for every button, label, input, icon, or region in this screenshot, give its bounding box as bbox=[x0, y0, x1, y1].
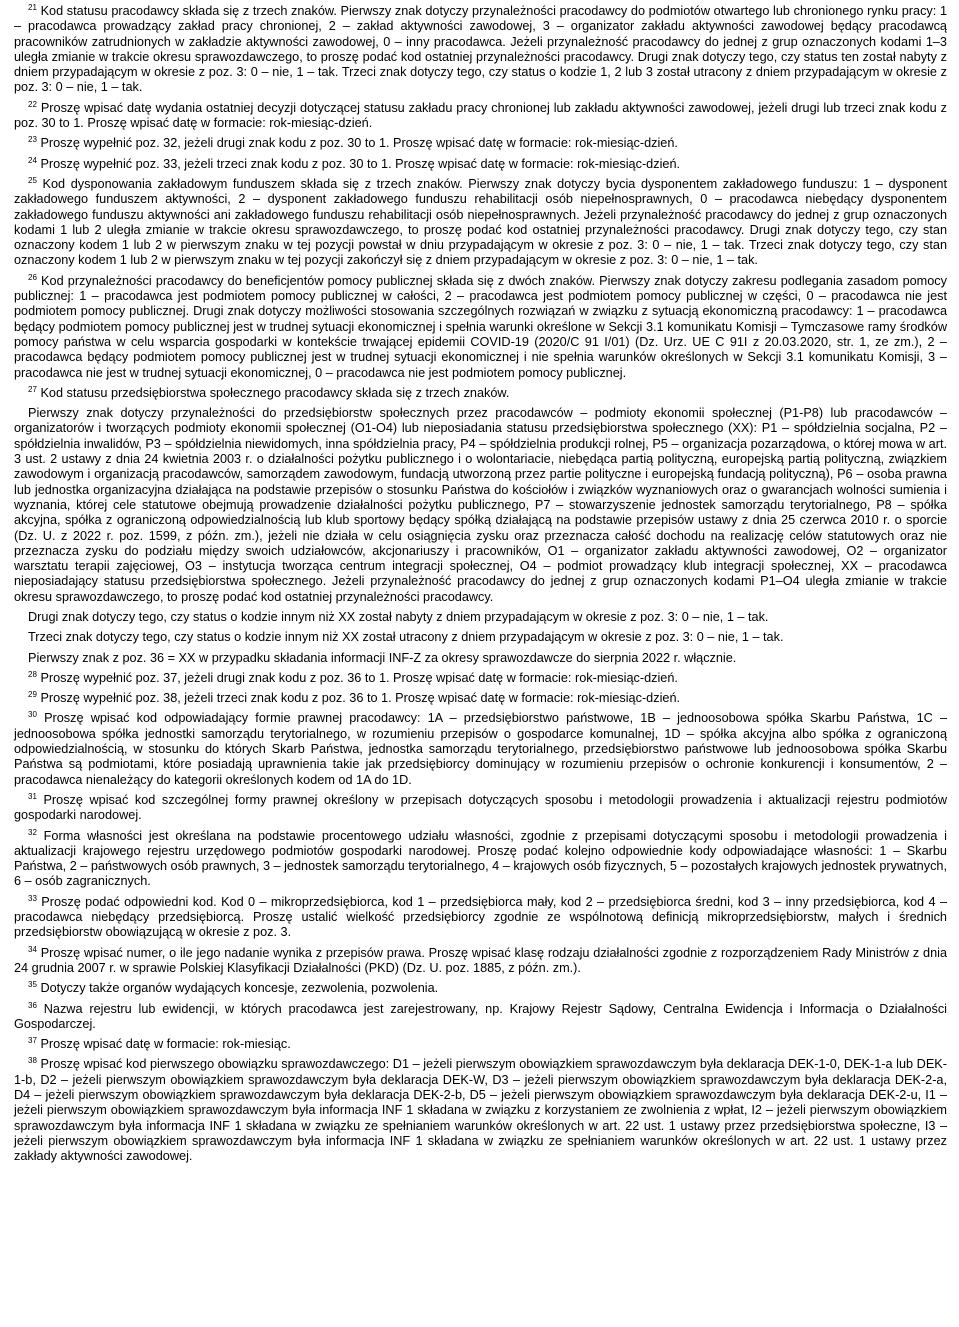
footnote-27-paragraph-first-char: Pierwszy znak dotyczy przynależności do przedsiębiorstw społecznych przez pracodawców – podmioty ekonomii społecznej (P1-P8) lub pracodawców – organizatorów i tworzących podmioty ekonomii społecznej (O1-O4) lub nieposiadania statusu przedsiębiorstwa społecznego (XX): P1 – spółdzielnia socjalna, P2 – spółdzielnia inwalidów, P3 – spółdzielnia niewidomych, inna spółdzielnia pracy, P4 – spółdzielnia produkcji rolnej, P5 – organizacja pozarządowa, o której mowa w art. 3 ust. 2 ustawy z dnia 24 kwietnia 2003 r. o działalności pożytku publicznego i o wolontariacie, niebędąca partią polityczną, europejską partią polityczną, związkiem zawodowym i organizacją pracodawców, samorządem zawodowym, fundacją utworzoną przez partie polityczne i europejską fundacją polityczną), P6 – osoba prawna lub jednostka organizacyjna działająca na podstawie przepisów o stosunku Państwa do kościołów i związków wyznaniowych oraz o gwarancjach wolności sumienia i wyznania, której cele statutowe obejmują prowadzenie działalności pożytku publicznego, P7 – stowarzyszenie jednostek samorządu terytorialnego, P8 – spółka akcyjna, spółka z ograniczoną odpowiedzialnością lub klub sportowy będący spółką działającą na podstawie przepisów ustawy z dnia 25 czerwca 2010 r. o sporcie (Dz. U. z 2022 r. poz. 1599, z późn. zm.), jeżeli nie działa w celu osiągnięcia zysku oraz przeznacza całość dochodu na realizację celów statutowych oraz nie przeznacza zysku do podziału między swoich udziałowców, akcjonariuszy i pracowników, O1 – organizator zakładu aktywności zawodowej, O2 – organizator warsztatu terapii zajęciowej, O3 – instytucja tworząca centrum integracji społecznej, O4 – podmiot prowadzący klub integracji społecznej, XX – pracodawca nieposiadający statusu przedsiębiorstwa społecznego. Jeżeli przynależność pracodawcy do jednej z grup oznaczonych kodami P1–O4 uległa zmianie w trakcie okresu sprawozdawczego, to proszę podać kod ostatniej przynależności pracodawcy. bbox=[14, 406, 947, 604]
footnote-31 bbox=[14, 793, 947, 824]
footnote-number: 29 bbox=[28, 690, 37, 700]
footnote-33 bbox=[14, 895, 947, 941]
footnotes-page bbox=[14, 4, 947, 1169]
footnote-number: 36 bbox=[28, 1000, 37, 1010]
footnote-24 bbox=[14, 157, 947, 172]
footnote-text: Proszę wypełnić poz. 32, jeżeli drugi znak kodu z poz. 30 to 1. Proszę wpisać datę w formacie: rok-miesiąc-dzień. bbox=[40, 136, 678, 151]
footnote-22 bbox=[14, 101, 947, 132]
footnote-number: 34 bbox=[28, 944, 37, 954]
footnote-number: 21 bbox=[28, 3, 37, 12]
footnote-text: Kod statusu pracodawcy składa się z trzech znaków. Pierwszy znak dotyczy przynależności pracodawcy do podmiotów otwartego lub chronionego rynku pracy: 1 – pracodawca prowadzący zakład pracy chronionej, 2 – zakład aktywności zawodowej, 3 – organizator zakładu aktywności zawodowej będący pracodawcą pracowników zatrudnionych w zakładzie aktywności zawodowej, 0 – inny pracodawca. Jeżeli przynależność pracodawcy do jednej z grup oznaczonych kodami 1–3 uległa zmianie w trakcie okresu sprawozdawczego, to proszę podać kod ostatniej przynależności pracodawcy. Drugi znak dotyczy tego, czy status ten został nabyty z dniem przypadającym w okresie z poz. 3: 0 – nie, 1 – tak. Trzeci znak dotyczy tego, czy status o kodzie 1, 2 lub 3 został utracony z dniem przypadającym w okresie z poz. 3: 0 – nie, 1 – tak. bbox=[14, 4, 947, 95]
footnote-30 bbox=[14, 711, 947, 787]
footnote-number: 22 bbox=[28, 99, 37, 109]
footnote-text: Proszę wypełnić poz. 33, jeżeli trzeci znak kodu z poz. 30 to 1. Proszę wpisać datę w formacie: rok-miesiąc-dzień. bbox=[40, 156, 681, 171]
footnote-32 bbox=[14, 829, 947, 890]
footnote-number: 38 bbox=[28, 1056, 37, 1066]
footnote-number: 27 bbox=[28, 384, 37, 394]
footnote-number: 24 bbox=[28, 155, 37, 165]
footnote-number: 31 bbox=[28, 791, 37, 801]
footnote-25 bbox=[14, 177, 947, 269]
footnote-text: Proszę wpisać numer, o ile jego nadanie wynika z przepisów prawa. Proszę wpisać klasę rodzaju działalności zgodnie z rozporządzeniem Rady Ministrów z dnia 24 grudnia 2007 r. w sprawie Polskiej Klasyfikacji Działalności (PKD) (Dz. U. poz. 1885, z późn. zm.). bbox=[14, 945, 947, 975]
footnote-text: Kod dysponowania zakładowym funduszem składa się z trzech znaków. Pierwszy znak dotyczy bycia dysponentem zakładowego funduszu: 1 – dysponent zakładowego funduszem aktywności, 2 – dysponent zakładowego funduszu rehabilitacji osób niepełnosprawnych, 0 – pracodawca niebędący dysponentem zakładowego funduszu aktywności ani zakładowego funduszu rehabilitacji osób niepełnosprawnych. Jeżeli przynależność pracodawcy do jednej z grup oznaczonych kodami 1 lub 2 uległa zmianie w trakcie okresu sprawozdawczego, to proszę podać kod ostatniej przynależności pracodawcy. Drugi znak dotyczy tego, czy stan oznaczony kodem 1 lub 2 w pierwszym znaku w tej pozycji powstał w dniu przypadającym w okresie z poz. 3: 0 – nie, 1 – tak. Trzeci znak dotyczy tego, czy stan oznaczony kodem 1 lub 2 w pierwszym znaku w tej pozycji zakończył się z dniem przypadającym w okresie z poz. 3: 0 – nie, 1 – tak. bbox=[14, 176, 947, 268]
footnote-23 bbox=[14, 136, 947, 151]
footnote-number: 30 bbox=[28, 710, 37, 720]
footnote-text: Proszę wpisać kod odpowiadający formie prawnej pracodawcy: 1A – przedsiębiorstwo państwowe, 1B – jednoosobowa spółka Skarbu Państwa, 1C – jednoosobowa spółka jednostki samorządu terytorialnego, w rozumieniu przepisów o gospodarce komunalnej, 1D – spółka akcyjna albo spółka z ograniczoną odpowiedzialnością, w stosunku do których Skarb Państwa, jednostka samorządu terytorialnego, przedsiębiorstwo państwowe lub jednoosobowa spółka Skarbu Państwa są podmiotami, które posiadają uprawnienia takie jak przedsiębiorcy dominujący w rozumieniu przepisów o ochronie konkurencji i konsumentów, 2 – pracodawca nienależący do kategorii określonych kodem od 1A do 1D. bbox=[14, 711, 947, 787]
footnote-number: 35 bbox=[28, 980, 37, 990]
footnote-text: Kod statusu przedsiębiorstwa społecznego pracodawcy składa się z trzech znaków. bbox=[40, 385, 510, 400]
footnote-27-paragraph-note: Pierwszy znak z poz. 36 = XX w przypadku składania informacji INF-Z za okresy sprawozdawcze do sierpnia 2022 r. włącznie. bbox=[28, 650, 737, 665]
footnote-37 bbox=[14, 1037, 947, 1052]
footnote-27-paragraph-third-char: Trzeci znak dotyczy tego, czy status o kodzie innym niż XX został utracony z dniem przypadającym w okresie z poz. 3: 0 – nie, 1 – tak. bbox=[28, 630, 784, 645]
footnote-text: Proszę podać odpowiedni kod. Kod 0 – mikroprzedsiębiorca, kod 1 – przedsiębiorca mały, kod 2 – przedsiębiorca średni, kod 3 – inny przedsiębiorca, kod 4 – pracodawca niebędący przedsiębiorcą. Proszę ustalić wielkość przedsiębiorcy zgodnie ze wspólnotową definicją mikroprzedsiębiorstw, małych i średnich przedsiębiorstw obowiązującą w okresie z poz. 3. bbox=[14, 894, 947, 940]
footnote-number: 28 bbox=[28, 669, 37, 679]
footnote-29 bbox=[14, 691, 947, 706]
footnote-number: 33 bbox=[28, 893, 37, 903]
footnote-34 bbox=[14, 946, 947, 977]
footnote-text: Proszę wypełnić poz. 37, jeżeli drugi znak kodu z poz. 36 to 1. Proszę wpisać datę w formacie: rok-miesiąc-dzień. bbox=[40, 670, 678, 685]
footnote-27-paragraph-second-char: Drugi znak dotyczy tego, czy status o kodzie innym niż XX został nabyty z dniem przypadającym w okresie z poz. 3: 0 – nie, 1 – tak. bbox=[28, 609, 769, 624]
footnote-text: Nazwa rejestru lub ewidencji, w których pracodawca jest zarejestrowany, np. Krajowy Rejestr Sądowy, Centralna Ewidencja i Informacja o Działalności Gospodarczej. bbox=[14, 1001, 947, 1031]
footnote-text: Proszę wpisać datę wydania ostatniej decyzji dotyczącej statusu zakładu pracy chronionej lub zakładu aktywności zawodowej, jeżeli drugi lub trzeci znak kodu z poz. 30 to 1. Proszę wpisać datę w formacie: rok-miesiąc-dzień. bbox=[14, 100, 947, 131]
footnote-21 bbox=[14, 4, 947, 96]
footnote-36 bbox=[14, 1002, 947, 1033]
footnote-number: 23 bbox=[28, 135, 37, 145]
footnote-28 bbox=[14, 671, 947, 686]
footnote-text: Forma własności jest określana na podstawie procentowego udziału własności, zgodnie z przepisami dotyczącymi sposobu i metodologii prowadzenia i aktualizacji krajowego rejestru urzędowego podmiotów gospodarki narodowej. Proszę podać kolejno odpowiednie kody odpowiadające własności: 1 – Skarbu Państwa, 2 – państwowych osób prawnych, 3 – jednostek samorządu terytorialnego, 4 – krajowych osób fizycznych, 5 – pozostałych krajowych jednostek prywatnych, 6 – osób zagranicznych. bbox=[14, 828, 948, 889]
footnote-number: 32 bbox=[28, 827, 37, 837]
footnote-text: Proszę wpisać kod pierwszego obowiązku sprawozdawczego: D1 – jeżeli pierwszym obowiązkiem sprawozdawczym była deklaracja DEK-1-0, DEK-1-a lub DEK-1-b, D2 – jeżeli pierwszym obowiązkiem sprawozdawczym była deklaracja DEK-W, D3 – jeżeli pierwszym obowiązkiem sprawozdawczym była deklaracja DEK-2-a, D4 – jeżeli pierwszym obowiązkiem sprawozdawczym była deklaracja DEK-2-b, D5 – jeżeli pierwszym obowiązkiem sprawozdawczym była deklaracja DEK-2-u, I1 – jeżeli pierwszym obowiązkiem sprawozdawczym była informacja INF 1 składana w związku z korzystaniem ze zwolnienia z wpłat, I2 – jeżeli pierwszym obowiązkiem sprawozdawczym była informacja INF 1 składana w związku ze spełnianiem warunków określonych w art. 22 ust. 1 ustawy przez przedsiębiorstwa społeczne, I3 – jeżeli pierwszym obowiązkiem sprawozdawczym była informacja INF 1 składana w związku ze spełnianiem warunków określonych w art. 22 ust. 1 ustawy przez zakłady aktywności zawodowej. bbox=[14, 1057, 947, 1164]
footnote-35 bbox=[14, 981, 947, 996]
footnote-38 bbox=[14, 1057, 947, 1164]
footnote-number: 25 bbox=[28, 175, 37, 185]
footnote-text: Proszę wpisać kod szczególnej formy prawnej określony w przepisach dotyczących sposobu i metodologii prowadzenia i aktualizacji rejestru podmiotów gospodarki narodowej. bbox=[14, 792, 947, 823]
footnote-27 bbox=[14, 386, 947, 401]
footnote-number: 26 bbox=[28, 272, 37, 282]
footnote-number: 37 bbox=[28, 1036, 37, 1046]
footnote-text: Dotyczy także organów wydających koncesje, zezwolenia, pozwolenia. bbox=[40, 981, 439, 996]
footnote-text: Kod przynależności pracodawcy do beneficjentów pomocy publicznej składa się z dwóch znaków. Pierwszy znak dotyczy zakresu podlegania zasadom pomocy publicznej: 1 – pracodawca jest podmiotem pomocy publicznej w całości, 2 – pracodawca jest podmiotem pomocy publicznej w części, 0 – pracodawca nie jest podmiotem pomocy publicznej. Drugi znak dotyczy możliwości stosowania szczególnych rozwiązań w związku z sytuacją ekonomiczną pracodawcy: 1 – pracodawca będący podmiotem pomocy publicznej jest w trudnej sytuacji ekonomicznej i spełnia warunki określone w Sekcji 3.1 komunikatu Komisji – Tymczasowe ramy środków pomocy państwa w celu wsparcia gospodarki w kontekście trwającej epidemii COVID-19 (2020/C 91 I/01) (Dz. Urz. UE C 91I z 20.03.2020, str. 1, ze zm.), 2 – pracodawca będący podmiotem pomocy publicznej jest w trudnej sytuacji ekonomicznej i nie spełnia warunków określonych w Sekcji 3.1 komunikatu Komisji, 3 – pracodawca nie jest w trudnej sytuacji ekonomicznej, 0 – pracodawca nie jest podmiotem pomocy publicznej. bbox=[14, 273, 947, 380]
footnote-text: Proszę wpisać datę w formacie: rok-miesiąc. bbox=[40, 1037, 291, 1052]
footnote-text: Proszę wypełnić poz. 38, jeżeli trzeci znak kodu z poz. 36 to 1. Proszę wpisać datę w formacie: rok-miesiąc-dzień. bbox=[40, 691, 681, 706]
footnote-26 bbox=[14, 274, 947, 381]
